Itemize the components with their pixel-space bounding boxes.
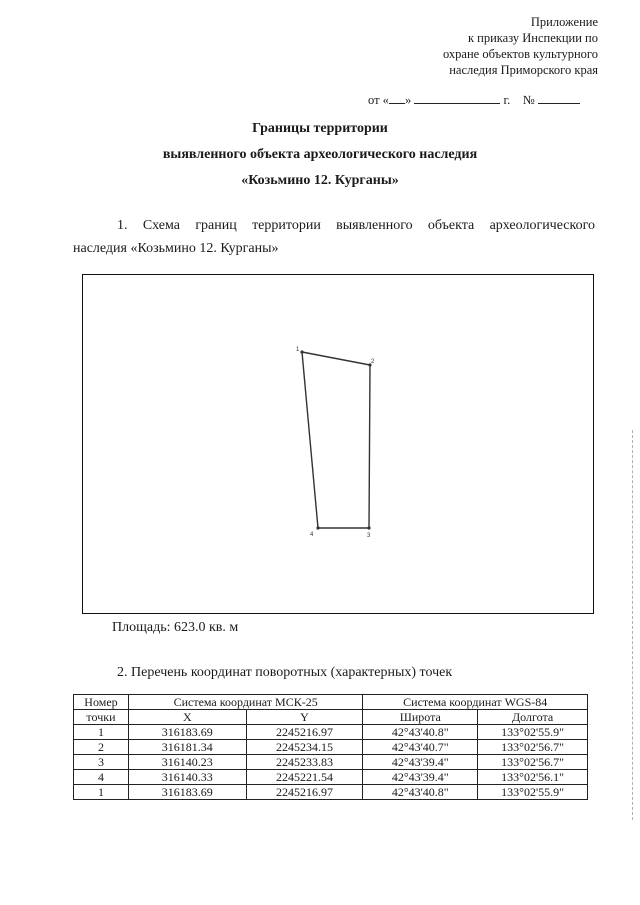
table-row [74,740,588,755]
section-1-line-2: наследия «Козьмино 12. Курганы» [73,241,279,256]
vertex-label: 2 [371,359,375,365]
vertex-label: 3 [367,533,371,539]
header-latitude: Широта [363,710,478,725]
header-point: точки [74,710,129,725]
header-wgs84: Система координат WGS-84 [363,695,588,710]
table-header-row [74,695,588,710]
cell-number: 3 [74,755,129,770]
cell-longitude: 133°02'56.7" [478,740,588,755]
table-row [74,725,588,740]
boundary-polygon [302,352,370,528]
ref-year-suffix: г. [503,93,511,107]
table-row [74,770,588,785]
header-longitude: Долгота [478,710,588,725]
vertex-label: 4 [310,532,314,538]
cell-y: 2245233.83 [246,755,363,770]
cell-latitude: 42°43'39.4" [363,770,478,785]
vertex-label: 1 [296,347,300,353]
table-subheader-row [74,710,588,725]
cell-number: 1 [74,785,129,800]
cell-latitude: 42°43'40.8" [363,785,478,800]
vertex-marker [300,350,303,353]
header-number: Номер [74,695,129,710]
page-edge-shadow [632,430,634,820]
cell-latitude: 42°43'40.7" [363,740,478,755]
title-line-3: «Козьмино 12. Курганы» [241,173,399,188]
annex-header [358,14,598,78]
section-1-heading [73,214,595,260]
annex-header-line: к приказу Инспекции по [467,31,598,45]
boundary-scheme-svg [83,275,595,615]
ref-from: от « [368,93,389,107]
title-line-1: Границы территории [252,121,388,136]
area-text: Площадь: 623.0 кв. м [112,620,239,635]
cell-longitude: 133°02'56.1" [478,770,588,785]
boundary-scheme [82,274,594,614]
cell-y: 2245234.15 [246,740,363,755]
section-2-heading: 2. Перечень координат поворотных (характерных) точек [117,665,453,680]
cell-latitude: 42°43'40.8" [363,725,478,740]
ref-quote-close: » [404,93,412,107]
cell-longitude: 133°02'55.9" [478,785,588,800]
table-row [74,785,588,800]
cell-x: 316181.34 [128,740,246,755]
annex-header-line: наследия Приморского края [449,63,598,77]
cell-number: 2 [74,740,129,755]
cell-longitude: 133°02'55.9" [478,725,588,740]
cell-latitude: 42°43'39.4" [363,755,478,770]
cell-x: 316140.33 [128,770,246,785]
day-blank [389,92,405,104]
vertex-marker [367,526,370,529]
cell-y: 2245216.97 [246,785,363,800]
cell-x: 316183.69 [128,785,246,800]
coordinates-table [73,694,588,800]
cell-y: 2245216.97 [246,725,363,740]
cell-y: 2245221.54 [246,770,363,785]
cell-number: 4 [74,770,129,785]
vertex-marker [316,526,319,529]
cell-x: 316140.23 [128,755,246,770]
title-line-2: выявленного объекта археологического наследия [162,147,478,162]
month-blank [414,92,500,104]
cell-number: 1 [74,725,129,740]
ref-number-sign: № [522,93,535,107]
table-row [74,755,588,770]
header-y: Y [246,710,363,725]
annex-header-line: Приложение [530,15,598,29]
order-reference-line [368,92,580,108]
number-blank [538,92,580,104]
cell-x: 316183.69 [128,725,246,740]
cell-longitude: 133°02'56.7" [478,755,588,770]
header-msk25: Система координат МСК-25 [128,695,362,710]
section-1-line-1: 1. Схема границ территории выявленного объекта археологического [117,218,595,233]
annex-header-line: охране объектов культурного [442,47,598,61]
header-x: X [128,710,246,725]
